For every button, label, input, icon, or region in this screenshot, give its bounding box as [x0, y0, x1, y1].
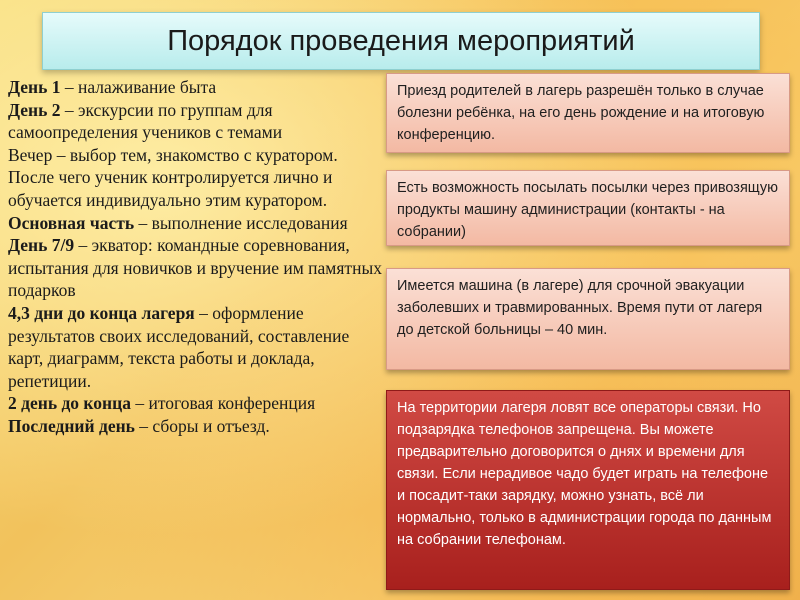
note-parcels: Есть возможность посылать посылки через привозящую продукты машину администрации (контакты - на собрании) [386, 170, 790, 246]
schedule-item-label: День 2 [8, 99, 61, 120]
schedule-item-label: Основная часть [8, 212, 135, 233]
schedule-item-text: – экскурсии по группам для самоопределения учеников с темами [8, 99, 283, 143]
schedule-item-label: День 7/9 [8, 235, 75, 256]
slide-title: Порядок проведения мероприятий [167, 24, 635, 57]
schedule-item [8, 144, 386, 212]
schedule-item-text: – сборы и отъезд. [134, 415, 270, 436]
schedule-item [8, 76, 386, 99]
schedule-item [8, 415, 386, 438]
title-banner [42, 12, 760, 70]
schedule-item-text: – налаживание быта [60, 77, 217, 97]
schedule-item [8, 234, 386, 302]
schedule-item-label: 2 день до конца [8, 393, 131, 414]
schedule-item-text: – выполнение исследования [134, 212, 348, 233]
schedule-item-label: День 1 [8, 77, 61, 97]
schedule-item-label: 4,3 дни до конца лагеря [8, 302, 195, 323]
schedule-item-text: – экватор: командные соревнования, испытания для новичков и вручение им памятных подарков [8, 235, 382, 301]
schedule-item-text: – итоговая конференция [130, 393, 316, 414]
schedule-item [8, 212, 386, 235]
schedule-item-label: Последний день [8, 415, 135, 436]
note-parents-visit: Приезд родителей в лагерь разрешён только в случае болезни ребёнка, на его день рождение и на итоговую конференцию. [386, 73, 790, 153]
schedule-item-text: Вечер – выбор тем, знакомство с куратором. После чего ученик контролируется лично и обучается индивидуально этим куратором. [8, 144, 338, 210]
note-phone-rules: На территории лагеря ловят все операторы связи. Но подзарядка телефонов запрещена. Вы можете предварительно договорится о днях и времени для связи. Если нерадивое чадо будет играть на телефоне и посадит-таки зарядку, можно узнать, всё ли нормально, только в администрации города по данным на собрании телефонам. [386, 390, 790, 590]
schedule-item [8, 392, 386, 415]
note-evacuation-car: Имеется машина (в лагере) для срочной эвакуации заболевших и травмированных. Время пути от лагеря до детской больницы – 40 мин. [386, 268, 790, 370]
schedule-item-text: – оформление результатов своих исследований, составление карт, диаграмм, текста работы и доклада, репетиции. [8, 302, 350, 391]
schedule-item [8, 302, 386, 392]
schedule-list [8, 76, 386, 438]
schedule-item [8, 99, 386, 144]
